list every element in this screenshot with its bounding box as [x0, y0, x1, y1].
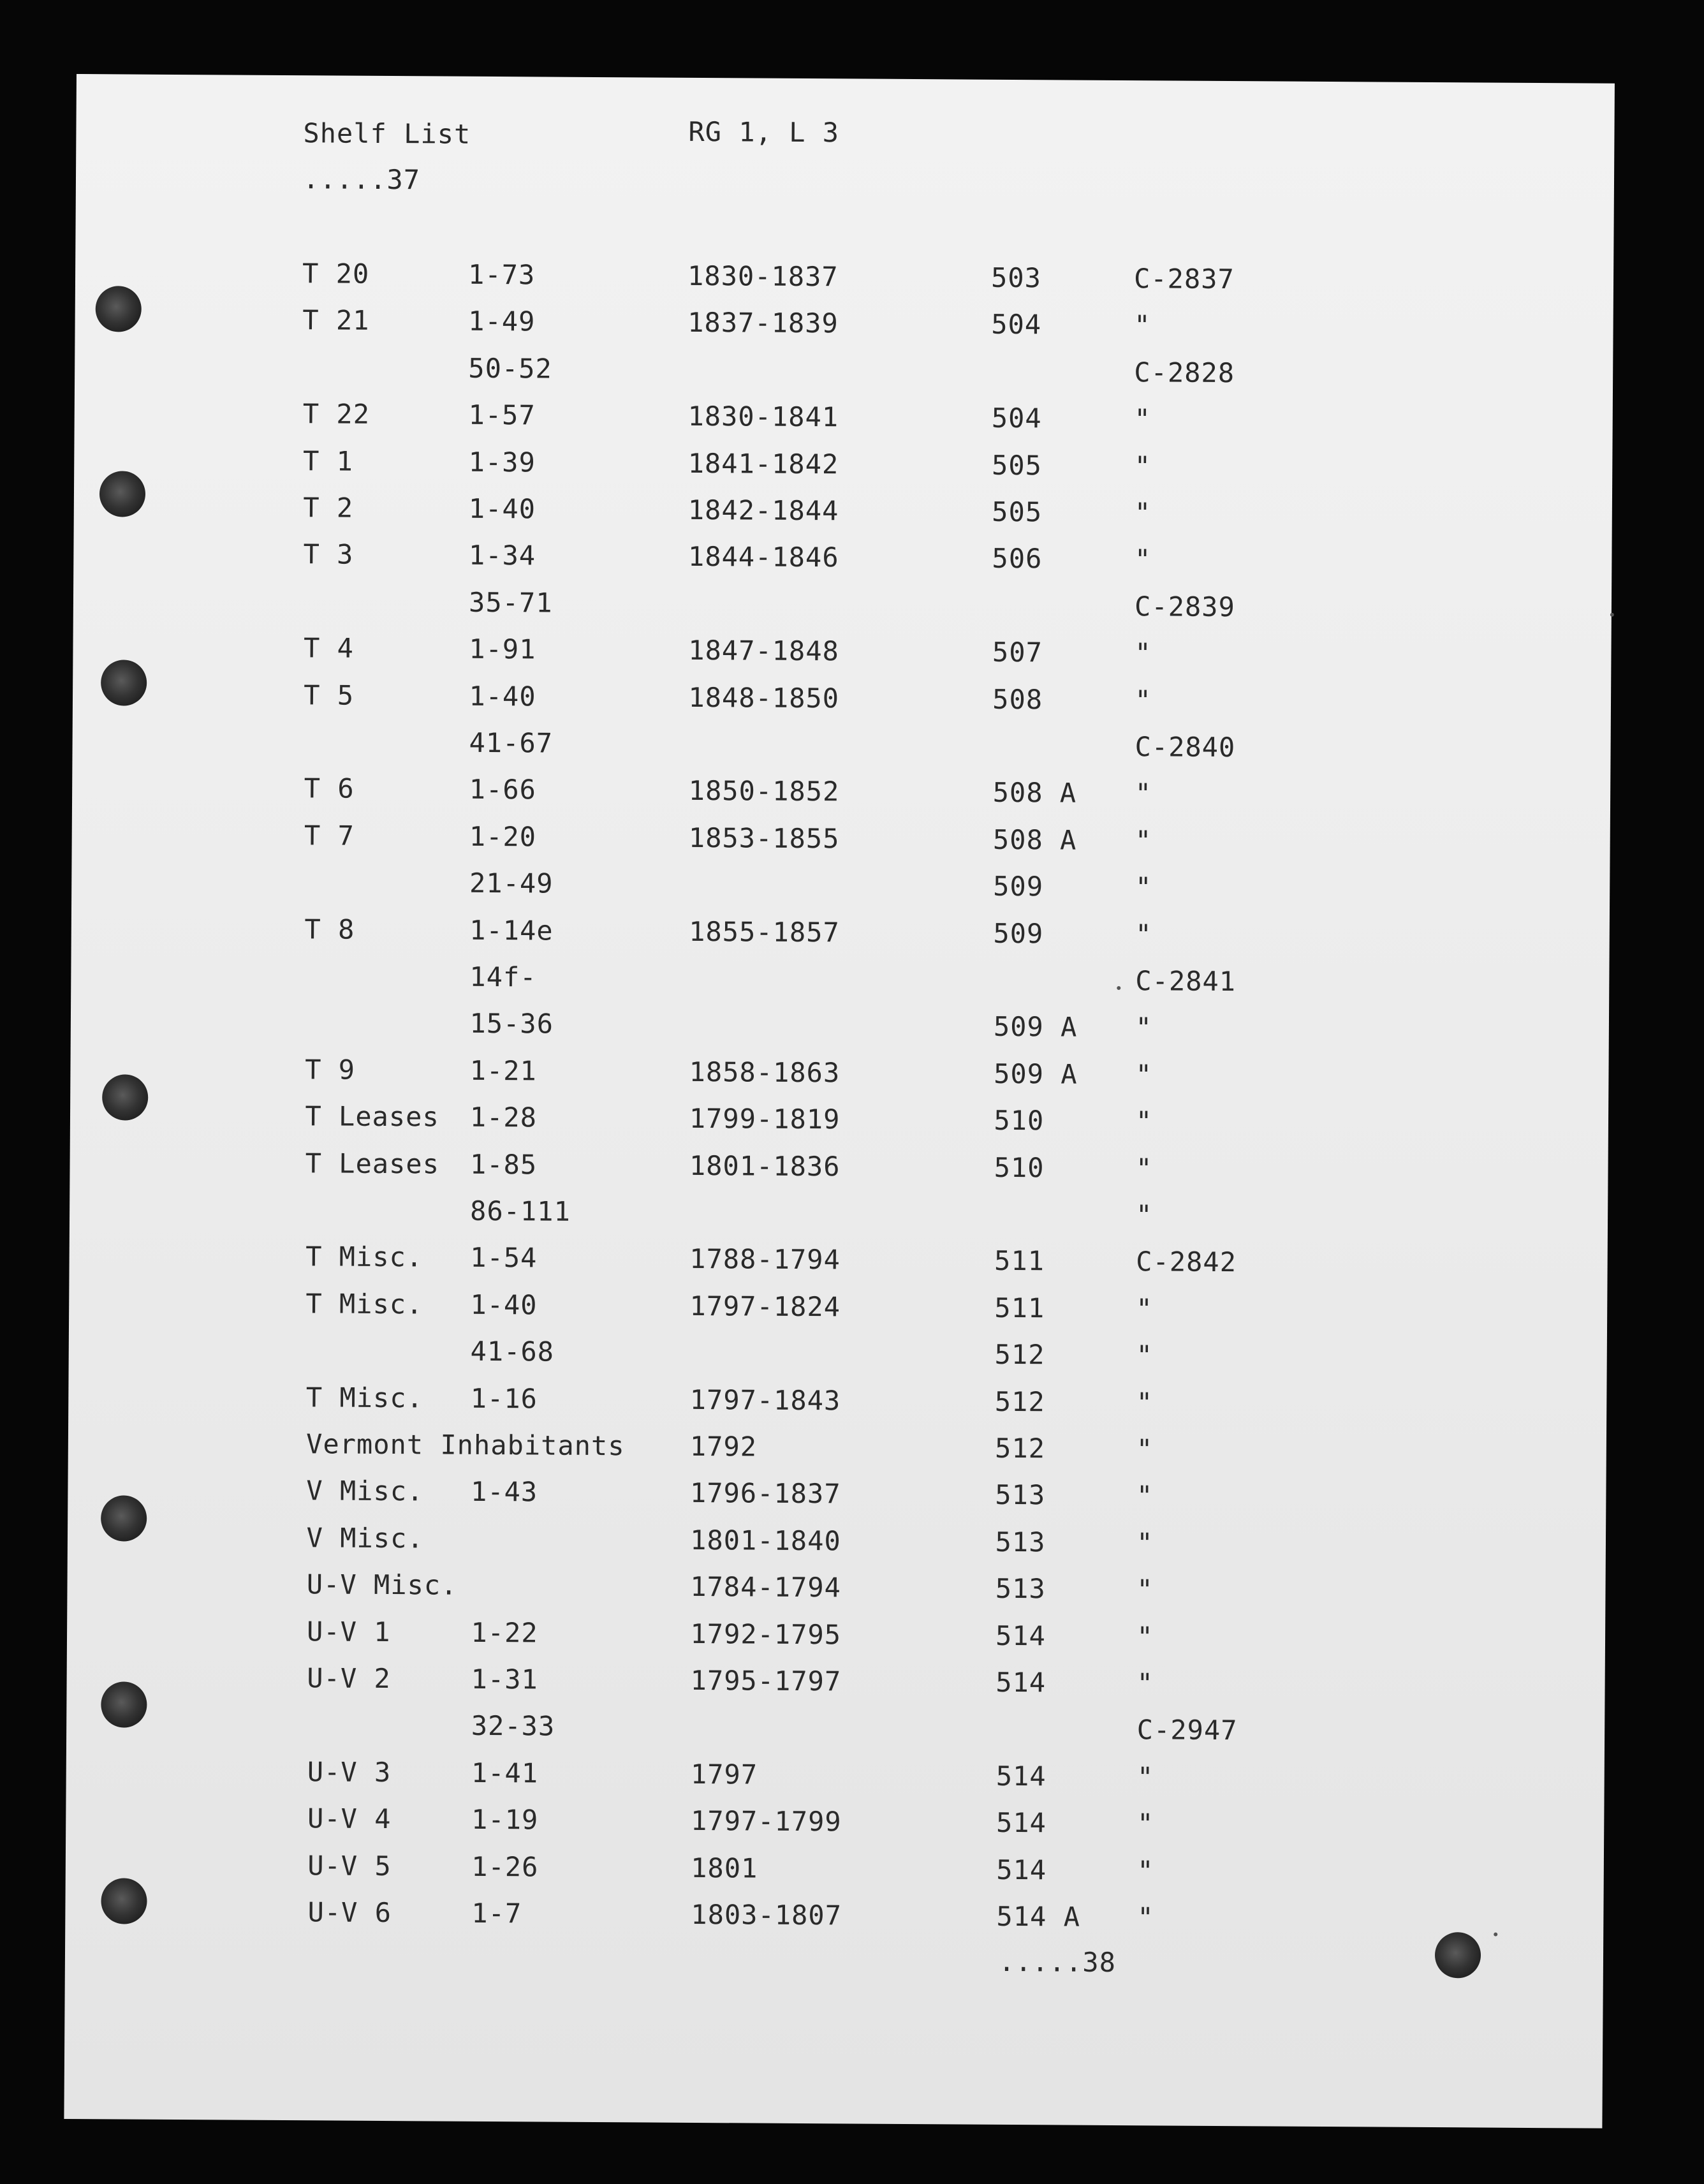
cell-box: 510: [994, 1105, 1045, 1137]
cell-reel: ": [1135, 871, 1152, 903]
cell-vols: 1-41: [471, 1757, 539, 1789]
cell-reel: C-2837: [1133, 263, 1235, 295]
cell-box: 514: [995, 1807, 1047, 1839]
cell-dates: 1801-1840: [690, 1524, 841, 1557]
cell-series: V Misc.: [306, 1522, 424, 1554]
cell-dates: 1858-1863: [689, 1056, 841, 1089]
cell-dates: 1792: [689, 1430, 758, 1463]
cell-reel: ": [1135, 1012, 1152, 1044]
cell-vols: 86-111: [469, 1195, 571, 1227]
cell-reel: ": [1134, 497, 1152, 529]
cell-dates: 1837-1839: [687, 307, 839, 339]
cell-dates: 1803-1807: [691, 1898, 842, 1931]
cell-box: 509: [993, 870, 1044, 903]
cell-reel: ": [1136, 1667, 1154, 1699]
cell-reel: ": [1134, 450, 1152, 482]
cell-box: 508 A: [992, 823, 1077, 856]
cell-reel: ": [1136, 1433, 1154, 1465]
cell-box: 505: [992, 496, 1043, 528]
cell-vols: 1-85: [469, 1148, 538, 1181]
cell-reel: ": [1136, 1386, 1154, 1418]
cell-box: 514: [996, 1854, 1047, 1885]
cell-series: U-V 3: [307, 1756, 392, 1788]
cell-series: T Misc.: [305, 1288, 423, 1320]
cell-reel: ": [1135, 1058, 1153, 1091]
cell-vols: 1-49: [468, 306, 536, 337]
cell-vols: 1-91: [469, 633, 536, 665]
cell-reel: ": [1136, 1339, 1154, 1371]
cell-dates: 1797: [690, 1758, 758, 1790]
cell-dates: 1801: [691, 1852, 758, 1884]
cell-reel: C-2839: [1134, 590, 1235, 623]
cell-dates: 1797-1799: [690, 1805, 842, 1838]
punch-hole: [101, 1681, 147, 1727]
cell-vols: 1-26: [471, 1850, 539, 1883]
cell-reel: C-2841: [1135, 965, 1237, 998]
cell-reel: ": [1136, 1574, 1154, 1605]
cell-reel: ": [1136, 1292, 1153, 1325]
cell-reel: ": [1135, 1105, 1153, 1137]
cell-reel: ": [1136, 1808, 1154, 1840]
punch-hole: [101, 660, 147, 705]
cell-vols: 1-14e: [469, 914, 554, 947]
cell-vols: 1-19: [471, 1804, 539, 1836]
cell-dates: 1830-1841: [687, 401, 839, 433]
punch-hole: [101, 1495, 147, 1541]
cell-box: 503: [990, 262, 1042, 294]
cell-reel: C-2828: [1134, 356, 1235, 388]
cell-series: T 8: [304, 913, 355, 945]
cell-reel: ": [1137, 1901, 1154, 1933]
cell-dates: 1784-1794: [690, 1571, 842, 1604]
cell-dates: 1841-1842: [687, 447, 839, 480]
punch-hole: [101, 1878, 147, 1924]
cell-box: 508: [992, 683, 1043, 715]
cell-dates: 1850-1852: [688, 775, 840, 808]
cell-box: 511: [994, 1292, 1045, 1324]
cell-series: U-V 5: [307, 1849, 392, 1882]
cell-series: T 7: [304, 820, 355, 852]
cell-dates: 1799-1819: [689, 1103, 841, 1135]
cell-box: 509 A: [994, 1058, 1078, 1090]
cell-box: 513: [995, 1479, 1046, 1511]
cell-reel: ": [1135, 918, 1152, 950]
cell-box: 505: [991, 449, 1043, 481]
cell-series: T 2: [303, 492, 354, 524]
cell-vols: 15-36: [469, 1008, 554, 1040]
previous-page-marker: .....37: [302, 163, 421, 196]
cell-dates: 1801-1836: [689, 1149, 841, 1182]
cell-reel: ": [1134, 403, 1151, 435]
cell-reel: ": [1135, 637, 1152, 669]
cell-series: U-V Misc.: [306, 1568, 458, 1601]
cell-vols: 1-57: [468, 399, 536, 431]
cell-reel: ": [1135, 684, 1152, 716]
cell-dates: 1797-1843: [689, 1383, 841, 1416]
record-group-label: RG 1, L 3: [688, 115, 840, 149]
cell-reel: ": [1136, 1526, 1154, 1559]
cell-box: 514: [995, 1620, 1047, 1651]
cell-series: U-V 4: [307, 1803, 392, 1835]
cell-dates: 1830-1837: [687, 260, 839, 293]
cell-dates: 1842-1844: [687, 494, 839, 527]
cell-dates: 1796-1837: [689, 1477, 841, 1510]
cell-dates: 1853-1855: [688, 822, 840, 855]
cell-vols: 1-7: [471, 1897, 522, 1929]
cell-reel: C-2842: [1136, 1246, 1237, 1278]
cell-reel: ": [1135, 1152, 1153, 1184]
cell-box: 513: [995, 1526, 1046, 1558]
cell-reel: ": [1136, 1620, 1154, 1652]
cell-box: 512: [994, 1385, 1045, 1417]
cell-box: 509: [993, 917, 1044, 949]
cell-reel: ": [1134, 543, 1152, 575]
cell-reel: C-2947: [1136, 1714, 1238, 1746]
cell-box: 513: [995, 1573, 1046, 1605]
cell-dates: 1848-1850: [688, 681, 840, 714]
cell-dates: 1855-1857: [689, 915, 840, 948]
cell-series: T 6: [304, 772, 355, 805]
cell-box: 507: [992, 636, 1043, 668]
cell-series: T 22: [302, 398, 371, 431]
cell-series: T 21: [302, 304, 370, 337]
cell-reel: ": [1135, 824, 1152, 857]
punch-hole: [102, 1074, 148, 1120]
cell-vols: 1-34: [468, 540, 536, 572]
cell-vols: 41-67: [469, 727, 554, 759]
cell-dates: 1844-1846: [687, 541, 839, 573]
cell-box: 514 A: [996, 1900, 1081, 1933]
cell-vols: 1-31: [471, 1663, 538, 1695]
cell-vols: 32-33: [471, 1710, 555, 1743]
cell-box: 504: [991, 309, 1042, 341]
punch-hole: [1435, 1932, 1481, 1978]
punch-hole: [96, 286, 142, 332]
cell-dates: 1797-1824: [689, 1290, 841, 1323]
cell-series: T Leases: [305, 1100, 439, 1133]
cell-vols: 1-66: [469, 774, 537, 806]
cell-series: U-V 2: [307, 1662, 391, 1695]
cell-dates: 1788-1794: [689, 1243, 841, 1276]
cell-series: V Misc.: [306, 1475, 424, 1507]
cell-reel: C-2840: [1135, 731, 1236, 764]
cell-box: 509 A: [993, 1011, 1078, 1044]
cell-box: 514: [995, 1666, 1047, 1699]
cell-vols: 1-28: [469, 1101, 538, 1133]
cell-series: T Leases: [305, 1147, 440, 1180]
cell-series: T 5: [304, 679, 355, 711]
cell-box: 510: [994, 1151, 1045, 1183]
cell-box: 511: [994, 1245, 1045, 1277]
cell-vols: 1-54: [470, 1242, 538, 1274]
cell-series: T 20: [302, 258, 370, 290]
cell-series: T 3: [303, 538, 354, 571]
cell-vols: 1-40: [468, 492, 536, 525]
cell-box: 514: [995, 1760, 1047, 1792]
cell-reel: ": [1135, 778, 1152, 809]
page-title: Shelf List: [303, 117, 471, 150]
cell-reel: ": [1135, 1199, 1153, 1231]
cell-vols: 1-73: [467, 258, 536, 291]
cell-box: 512: [994, 1339, 1045, 1371]
cell-box: 504: [991, 402, 1042, 434]
cell-vols: 1-40: [469, 680, 536, 712]
cell-vols: 1-43: [470, 1476, 538, 1508]
cell-vols: 41-68: [470, 1335, 555, 1368]
cell-dates: 1847-1848: [688, 635, 840, 667]
cell-vols: 1-40: [470, 1288, 538, 1321]
cell-reel: ": [1136, 1761, 1154, 1793]
cell-vols: 1-22: [471, 1616, 538, 1649]
cell-series: T Misc.: [305, 1241, 423, 1273]
cell-vols: 21-49: [469, 867, 554, 899]
cell-series: T 1: [302, 445, 354, 477]
cell-series: T 9: [305, 1054, 356, 1086]
cell-vols: 14f-: [469, 961, 537, 993]
cell-reel: ": [1134, 309, 1151, 341]
next-page-marker: .....38: [998, 1945, 1117, 1979]
cell-vols: 1-16: [470, 1382, 538, 1415]
cell-dates: 1795-1797: [690, 1664, 842, 1697]
document-page: [64, 74, 1615, 2129]
cell-box: 508 A: [992, 777, 1077, 809]
cell-series: U-V 1: [306, 1615, 391, 1648]
cell-reel: ": [1137, 1854, 1154, 1886]
cell-vols: 35-71: [468, 586, 553, 619]
cell-reel: ": [1136, 1480, 1154, 1512]
cell-series: T Misc.: [305, 1381, 424, 1413]
cell-vols: 1-20: [469, 820, 537, 853]
cell-box: 512: [994, 1432, 1046, 1465]
punch-hole: [99, 471, 145, 517]
cell-series: Vermont Inhabitants: [305, 1428, 625, 1462]
cell-vols: 1-21: [469, 1054, 537, 1087]
cell-vols: 1-39: [468, 446, 536, 478]
cell-series: T 4: [303, 632, 355, 664]
cell-box: 506: [992, 543, 1043, 575]
cell-series: U-V 6: [307, 1896, 392, 1929]
cell-dates: 1792-1795: [690, 1618, 842, 1650]
cell-vols: 50-52: [468, 352, 552, 385]
